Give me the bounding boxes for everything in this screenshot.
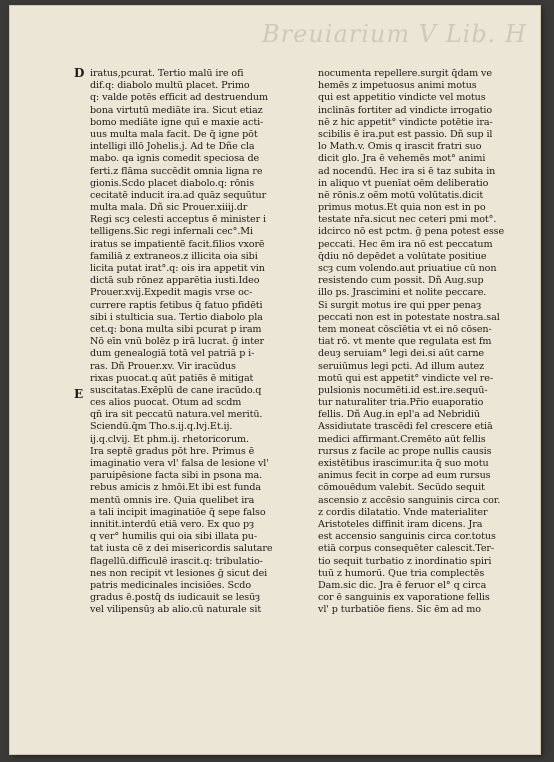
text-line: primus motus.Et quia non est in po [318, 202, 486, 214]
text-line: Regi scȝ celesti acceptus ē minister i [90, 214, 266, 226]
text-line: Assidiutate trascēdi fel crescere etiā [318, 421, 493, 433]
text-line: nē z hic appetit° vindicte potētie ira- [318, 116, 493, 128]
text-line: Si surgit motus ire qui pper penaȝ [318, 299, 482, 311]
text-line: fellis. Dñ Aug.in epl'a ad Nebridiū [318, 409, 480, 421]
book-page [10, 6, 540, 754]
text-line: iratus se impatientē facit.filios vxorē [90, 238, 265, 250]
text-line: cet.q: bona multa sibi pcurat p iram [90, 323, 262, 335]
text-line: Aristoteles diffinit iram dicens. Jra [318, 518, 483, 530]
text-line: motū qui est appetit° vindicte vel re- [318, 372, 493, 384]
text-line: rebus amicis z hmōi.Et ibi est funda [90, 482, 262, 494]
text-line: tur naturaliter tria.Pr̄io euaporatio [318, 397, 484, 409]
text-line: nocumenta repellere.surgit q̄dam ve [318, 68, 492, 79]
text-line: medici affirmant.Cremēto aūt fellis [318, 433, 486, 445]
text-line: testate nr̄a.sicut nec ceteri pmi mot°. [318, 214, 497, 226]
text-line: multa mala. Dñ sic Prouer.xiiij.dr [90, 202, 248, 214]
text-line: currere raptis fetibus q̄ fatuo pfidēti [90, 299, 263, 311]
text-line: cecitatē inducit ira.ad quāz sequūtur [90, 189, 267, 201]
text-line: q ver° humilis qui oia sibi illata pu- [90, 531, 257, 543]
text-line: mabo. qa ignis comedit speciosa de [90, 153, 260, 165]
text-line: ij.q.clvij. Et phm.ij. rhetoricorum. [90, 433, 249, 445]
text-line: iratus,pcurat. Tertio malū ire ofi [90, 68, 244, 79]
text-line: uus multa mala facit. De q̄ igne pōt [90, 128, 258, 140]
text-line: patris medicinales incisiōes. Scdo [90, 579, 252, 591]
text-line: pulsionis nocumēti.id est.ire.sequū- [318, 384, 488, 396]
text-line: deuȝ seruiam° legi dei.si aūt carne [318, 348, 484, 360]
text-line: nes non recipit vt lesiones ḡ sicut dei [90, 567, 268, 579]
text-line: q̄diu nō depēdet a volūtate positiue [318, 250, 487, 262]
text-line: ces alios puocat. Otum ad scdm [90, 397, 242, 409]
text-line: nē rōnis.z oēm motū volūtatis.dicit [318, 189, 484, 201]
text-line: cōmouēdum valebit. Secūdo sequit [318, 482, 485, 494]
text-line: scibilis ē ira.put est passio. Dñ sup il [318, 128, 493, 140]
text-line: ras. Dñ Prouer.xv. Vir iracūdus [90, 360, 236, 372]
text-line: tat iusta cē z dei misericordis salutare [90, 543, 273, 555]
text-line: Prouer.xvij.Expedit magis vrse oc- [90, 287, 253, 299]
text-line: innitit.interdū etiā vero. Ex quo pȝ [90, 518, 254, 530]
initial-capital-e: E [74, 387, 84, 401]
text-line: licita putat irat°.q: ois ira appetit vin [90, 263, 265, 274]
text-line: cor ē sanguinis ex vaporatione fellis [318, 592, 490, 604]
text-line: illo ps. Jrascimini et nolite peccare. [318, 287, 487, 299]
text-line: Nō eīn vnū bolēz p irā lucrat. ḡ inter [90, 336, 265, 348]
text-line: lo Math.v. Omis q irascit fratri suo [318, 141, 482, 153]
text-line: dif.q: diabolo multū placet. Primo [90, 80, 250, 92]
text-line: qui est appetitio vindicte vel motus [318, 92, 486, 104]
text-line: rixas puocat.q aūt patiēs ē mitigat [90, 372, 254, 384]
text-line: in aliquo vt puenīat oēm deliberatio [318, 177, 489, 189]
text-line: peccati non est in potestate nostra.sal [318, 311, 500, 323]
text-line: bomo mediāte igne quī e maxie acti- [90, 116, 264, 128]
text-line: dictā sub rōnez apparētia iusti.Ideo [90, 275, 260, 287]
text-line: Dam.sic dic. Jra ē feruor el° q circa [318, 579, 487, 591]
text-line: bona virtutū mediāte ira. Sicut etiaz [90, 104, 263, 116]
text-line: Ira septē gradus pōt hre. Primus ē [90, 445, 255, 457]
text-line: dum genealogiā totā vel patriā p i- [90, 348, 255, 360]
text-line: gradus ē.postq̄ ds iudicauit se lesūȝ [90, 592, 261, 604]
text-line: ferti.z flāma succēdit omnia ligna re [90, 165, 263, 177]
text-line: ad nocendū. Hec ira si ē taz subita in [318, 165, 496, 177]
text-line: est accensio sanguinis circa cor.totus [318, 531, 496, 543]
text-line: existētibus irascimur.ita q̄ suo motu [318, 458, 489, 469]
text-line: animus fecit in corpe ad eum rursus [318, 470, 491, 482]
text-line: mentū omnis ire. Quia quelibet ira [90, 494, 255, 506]
text-line: dicit glo. Jra ē vehemēs mot° animi [318, 153, 486, 165]
text-line: z cordis dilatatio. Vnde materialiter [318, 506, 488, 518]
text-line: hemēs z impetuosus animi motus [318, 80, 477, 92]
bleed-through-header: Breuiarium V Lib. H [262, 20, 527, 48]
text-line: tio sequit turbatio z inordinatio spiri [318, 555, 492, 567]
text-line: etiā corpus consequēter calescit.Ter- [318, 543, 495, 555]
text-line: ascensio z accēsio sanguinis circa cor. [318, 494, 501, 506]
text-line: a tali incipit imaginatiōe q̄ sepe falso [90, 506, 266, 518]
text-line: familiā z extraneos.z illicita oia sibi [90, 250, 258, 262]
text-line: gionis.Scdo placet diabolo.q: rōnis [90, 177, 255, 189]
text-line: qn̄ ira sit peccatū natura.vel meritū. [90, 409, 263, 421]
text-line: scȝ cum volendo.aut priuatiue cū non [318, 263, 497, 274]
text-line: intelligi illō Johelis.j. Ad te Dñe cla [90, 141, 255, 153]
initial-capital-d: D [74, 66, 85, 80]
text-line: telligens.Sic regi infernali cec°.Mi [90, 226, 254, 238]
text-line: Sciendū.q̄m Tho.s.ij.q.lvj.Et.ij. [90, 421, 233, 433]
text-line: idcirco nō est pctm. ḡ pena potest esse [318, 226, 505, 238]
text-line: tuū z humorū. Que tria complectēs [318, 567, 485, 579]
text-line: flagellū.difficulē irascit.q: tribulatio- [90, 555, 263, 567]
text-line: resistendo cum possit. Dñ Aug.sup [318, 275, 484, 287]
text-column-left [90, 68, 295, 616]
text-line: peccati. Hec ēm ira nō est peccatum [318, 238, 493, 250]
text-line: tiat rō. vt mente que regulata est fm [318, 336, 492, 348]
text-line: tem moneat cōscīētia vt ei nō cōsen- [318, 323, 492, 335]
text-line: inclinās fortiter ad vindicte irrogatio [318, 104, 493, 116]
text-line: rursus z facile ac prope nullis causis [318, 445, 492, 457]
text-line: suscitatas.Exēplū de cane iracūdo.q [90, 384, 262, 396]
text-line: seruiūmus legi pcti. Ad illum autez [318, 360, 485, 372]
text-column-right [318, 68, 530, 616]
text-line: imaginatio vera vl' falsa de lesione vl' [90, 458, 269, 469]
text-line: paruipēsione facta sibi in psona ma. [90, 470, 263, 482]
text-line: q: valde potēs efficit ad destruendum [90, 92, 268, 104]
text-line: vel vilipensūȝ ab alio.cū naturale sit [90, 604, 262, 616]
text-line: sibi i stulticia sua. Tertio diabolo pla [90, 311, 263, 323]
text-line: vl' p turbatiōe fiens. Sic ēm ad mo [318, 604, 481, 616]
